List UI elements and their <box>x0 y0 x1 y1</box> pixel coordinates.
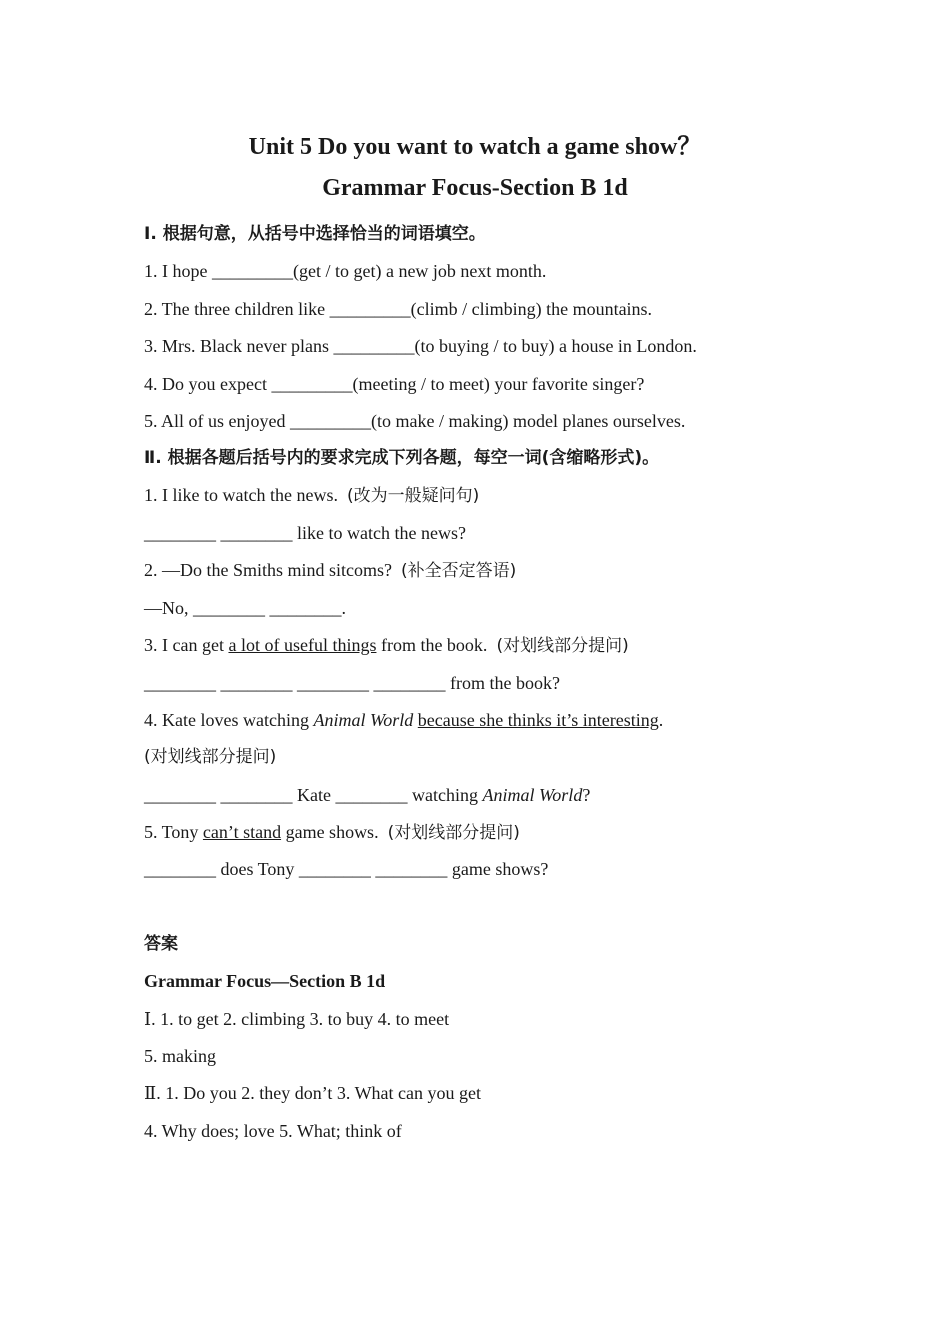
part2-q4-answer <box>144 783 824 807</box>
part2-q1-answer: ________ ________ like to watch the news? <box>144 523 466 543</box>
part1-item-5: 5. All of us enjoyed _________(to make / making) model planes ourselves. <box>144 411 686 431</box>
q4-italic: Animal World <box>313 710 414 730</box>
q1-text: 1. I like to watch the news. <box>144 485 338 505</box>
q3-note: (对划线部分提问) <box>496 636 629 656</box>
answers-subheading: Grammar Focus—Section B 1d <box>144 971 386 991</box>
part2-q2-answer: —No, ________ ________. <box>144 598 346 618</box>
q3-pre: 3. I can get <box>144 635 229 655</box>
answers-heading: 答案 <box>144 934 178 954</box>
part2-q2 <box>144 558 824 583</box>
part1-item-4: 4. Do you expect _________(meeting / to meet) your favorite singer? <box>144 374 645 394</box>
q4-answer-italic: Animal World <box>482 785 583 805</box>
q2-note: (补全否定答语) <box>401 561 517 581</box>
q5-note: (对划线部分提问) <box>387 823 520 843</box>
part2-q3-answer: ________ ________ ________ ________ from the book? <box>144 673 560 693</box>
page-title: Unit 5 Do you want to watch a game show？ <box>248 134 702 160</box>
part2-q3 <box>144 633 824 658</box>
part2-heading: Ⅱ. 根据各题后括号内的要求完成下列各题，每空一词(含缩略形式)。 <box>144 448 660 468</box>
answers-line-3: Ⅱ. 1. Do you 2. they don’t 3. What can you get <box>144 1083 482 1103</box>
q5-pre: 5. Tony <box>144 822 203 842</box>
part1-item-2: 2. The three children like _________(climb / climbing) the mountains. <box>144 299 653 319</box>
q4-post: . <box>658 710 664 730</box>
q2-text: 2. —Do the Smiths mind sitcoms? <box>144 560 393 580</box>
q3-underlined: a lot of useful things <box>228 635 377 655</box>
part2-q4-note: (对划线部分提问) <box>144 747 277 767</box>
q4-answer-pre: ________ ________ Kate ________ watching <box>144 785 483 805</box>
part1-item-3: 3. Mrs. Black never plans _________(to buying / to buy) a house in London. <box>144 336 697 356</box>
answers-line-4: 4. Why does; love 5. What; think of <box>144 1121 402 1141</box>
q5-underlined: can’t stand <box>202 822 282 842</box>
part1-heading: Ⅰ. 根据句意，从括号中选择恰当的词语填空。 <box>144 224 486 244</box>
q4-answer-post: ? <box>582 785 591 805</box>
part2-q4 <box>144 708 824 732</box>
q4-pre: 4. Kate loves watching <box>144 710 314 730</box>
q1-note: (改为一般疑问句) <box>346 486 480 506</box>
page-subtitle: Grammar Focus-Section B 1d <box>322 175 628 201</box>
answers-line-2: 5. making <box>144 1046 216 1066</box>
answers-line-1: Ⅰ. 1. to get 2. climbing 3. to buy 4. to meet <box>144 1009 450 1029</box>
q3-post: from the book. <box>376 635 488 655</box>
part2-q1 <box>144 483 824 508</box>
q5-post: game shows. <box>281 822 379 842</box>
part2-q5-answer: ________ does Tony ________ ________ game shows? <box>144 859 549 879</box>
part1-item-1: 1. I hope _________(get / to get) a new job next month. <box>144 261 547 281</box>
part2-q5 <box>144 820 824 845</box>
q4-underlined: because she thinks it’s interesting <box>417 710 659 730</box>
